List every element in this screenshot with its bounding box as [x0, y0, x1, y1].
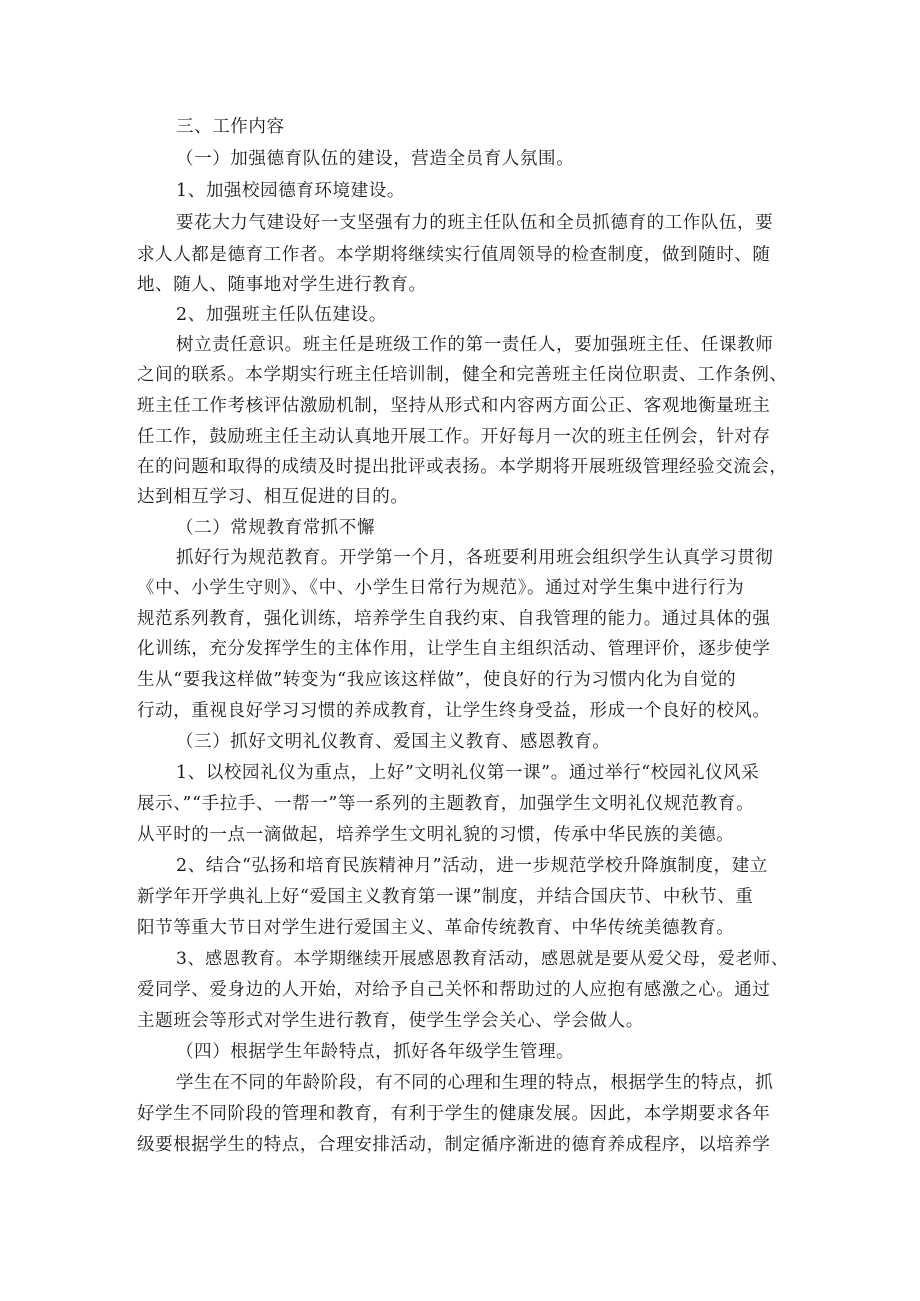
paragraph-line: 达到相互学习、相互促进的目的。	[137, 487, 409, 507]
paragraph-line: 3、感恩教育。本学期继续开展感恩教育活动，感恩就是要从爱父母，爱老师、	[176, 949, 789, 969]
paragraph-line: 级要根据学生的特点，合理安排活动，制定循序渐进的德育养成程序，以培养学	[137, 1135, 771, 1155]
paragraph-line: 任工作，鼓励班主任主动认真地开展工作。开好每月一次的班主任例会，针对存	[137, 427, 771, 447]
section-heading: 三、工作内容	[176, 117, 285, 137]
paragraph-line: 行动，重视良好学习习惯的养成教育，让学生终身受益，形成一个良好的校风。	[137, 701, 771, 721]
paragraph-line: 地、随人、随事地对学生进行教育。	[137, 275, 427, 295]
item-heading: 2、加强班主任队伍建设。	[176, 305, 387, 325]
paragraph-line: 抓好行为规范教育。开学第一个月，各班要利用班会组织学生认真学习贯彻	[176, 548, 774, 568]
paragraph-line: 主题班会等形式对学生进行教育，使学生学会关心、学会做人。	[137, 1011, 644, 1031]
paragraph-line: 求人人都是德育工作者。本学期将继续实行值周领导的检查制度，做到随时、随	[137, 245, 771, 265]
paragraph-line: 在的问题和取得的成绩及时提出批评或表扬。本学期将开展班级管理经验交流会，	[137, 457, 788, 477]
paragraph-line: 展示、”“手拉手、一帮一”等一系列的主题教育，加强学生文明礼仪规范教育。	[137, 794, 755, 814]
paragraph-line: 1、以校园礼仪为重点，上好”文明礼仪第一课”。通过举行“校园礼仪风采	[176, 763, 760, 783]
paragraph-line: 新学年开学典礼上好“爱国主义教育第一课”制度，并结合国庆节、中秋节、重	[137, 887, 754, 907]
subsection-heading: （四）根据学生年龄特点，抓好各年级学生管理。	[176, 1042, 575, 1062]
paragraph-line: 之间的联系。本学期实行班主任培训制，健全和完善班主任岗位职责、工作条例、	[137, 365, 788, 385]
paragraph-line: 好学生不同阶段的管理和教育，有利于学生的健康发展。因此，本学期要求各年	[137, 1104, 771, 1124]
paragraph-line: 学生在不同的年龄阶段，有不同的心理和生理的特点，根据学生的特点，抓	[176, 1073, 774, 1093]
subsection-heading: （三）抓好文明礼仪教育、爱国主义教育、感恩教育。	[176, 732, 611, 752]
paragraph-line: 爱同学、爱身边的人开始，对给予自己关怀和帮助过的人应抱有感激之心。通过	[137, 980, 771, 1000]
paragraph-line: 规范系列教育，强化训练，培养学生自我约束、自我管理的能力。通过具体的强	[137, 609, 771, 629]
paragraph-line: 生从“要我这样做”转变为“我应该这样做”，使良好的行为习惯内化为自觉的	[137, 670, 737, 690]
paragraph-line: 化训练，充分发挥学生的主体作用，让学生自主组织活动、管理评价，逐步使学	[137, 639, 771, 659]
paragraph-line: 《中、小学生守则》、《中、小学生日常行为规范》。通过对学生集中进行行为	[137, 578, 745, 598]
subsection-heading: （一）加强德育队伍的建设，营造全员育人氛围。	[176, 149, 575, 169]
paragraph-line: 2、结合“弘扬和培育民族精神月”活动，进一步规范学校升降旗制度，建立	[176, 856, 768, 876]
paragraph-line: 班主任工作考核评估激励机制，坚持从形式和内容两方面公正、客观地衡量班主	[137, 396, 771, 416]
paragraph-line: 树立责任意识。班主任是班级工作的第一责任人，要加强班主任、任课教师	[176, 335, 774, 355]
paragraph-line: 要花大力气建设好一支坚强有力的班主任队伍和全员抓德育的工作队伍，要	[176, 213, 774, 233]
subsection-heading: （二）常规教育常抓不懈	[176, 518, 376, 538]
paragraph-line: 从平时的一点一滴做起，培养学生文明礼貌的习惯，传承中华民族的美德。	[137, 825, 735, 845]
item-heading: 1、加强校园德育环境建设。	[176, 181, 405, 201]
paragraph-line: 阳节等重大节日对学生进行爱国主义、革命传统教育、中华传统美德教育。	[137, 918, 735, 938]
